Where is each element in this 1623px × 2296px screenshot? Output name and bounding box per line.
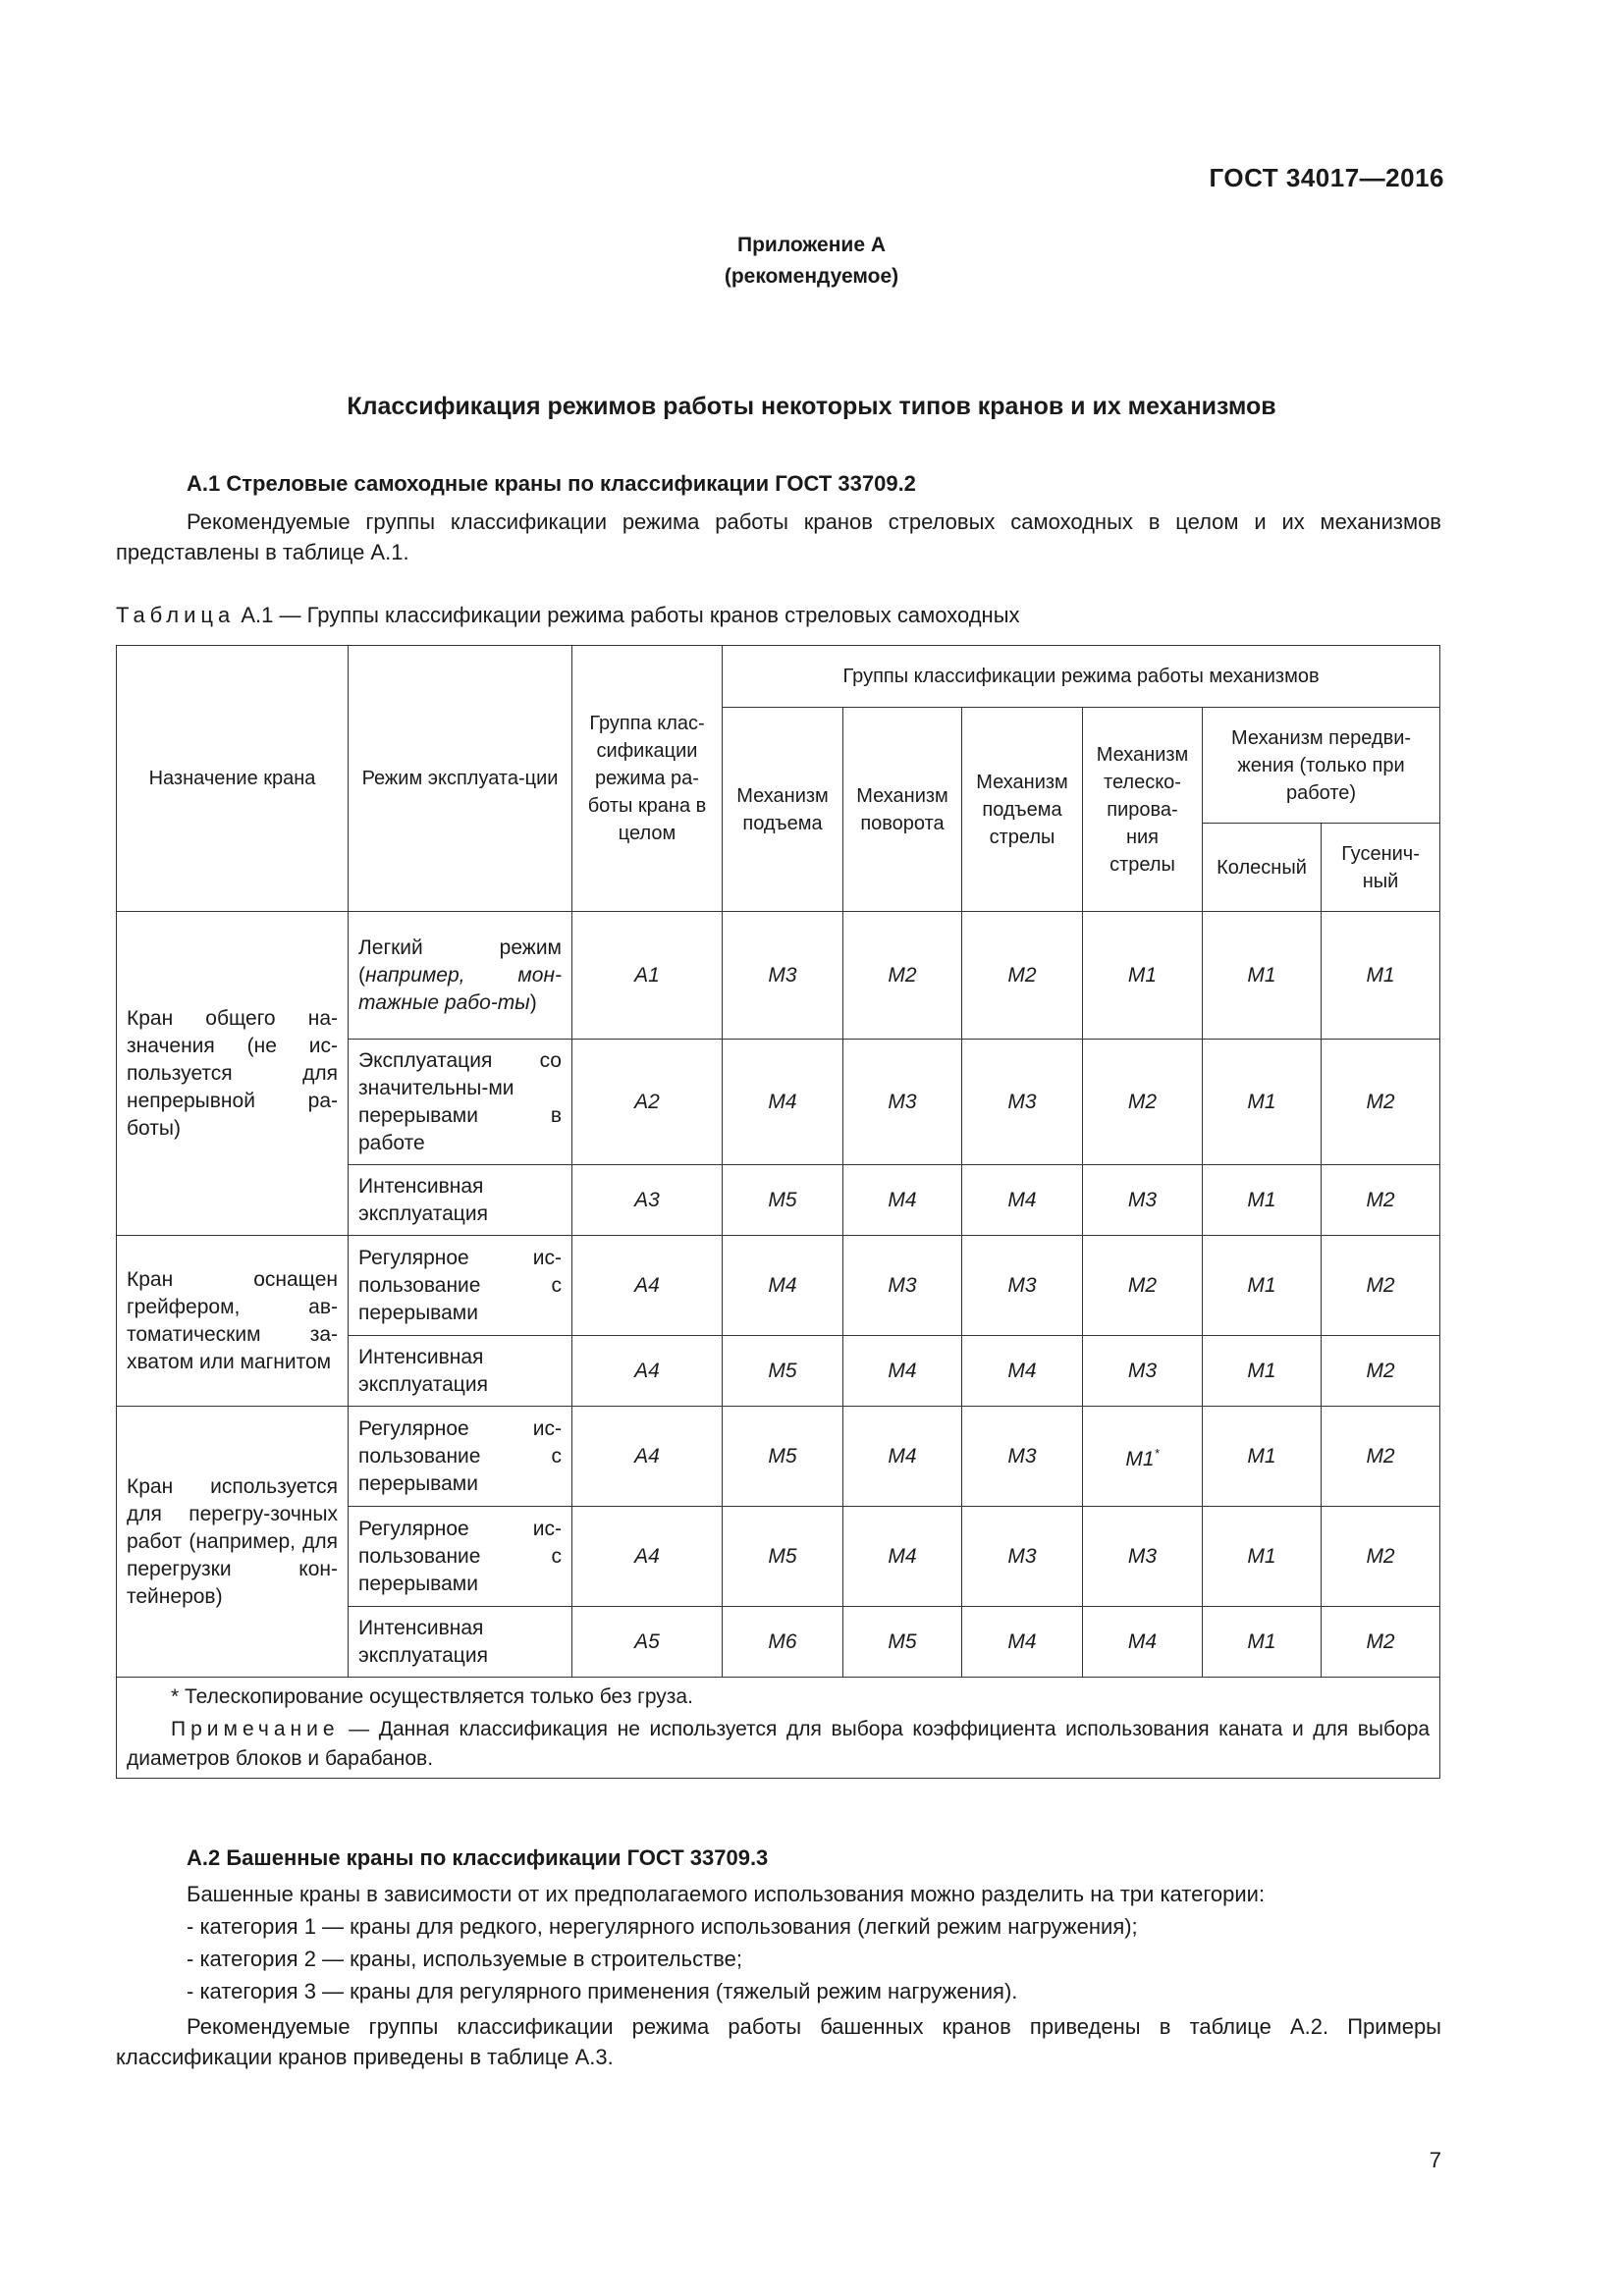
header-crane-group: Группа клас-сификации режима ра-боты крана в целом — [572, 646, 723, 912]
page-number: 7 — [1429, 2148, 1441, 2172]
value-cell: М1 — [1203, 912, 1322, 1040]
value-cell: М1 — [1203, 1040, 1322, 1165]
value-cell: М5 — [723, 1336, 843, 1407]
value-cell: М2 — [1322, 1607, 1440, 1678]
value-cell: М2 — [1322, 1407, 1440, 1507]
table-note-cell — [117, 1678, 1440, 1779]
note-label: Примечание — [171, 1718, 340, 1740]
value-cell: М3 — [723, 912, 843, 1040]
value-cell: М2 — [1322, 1165, 1440, 1236]
value-cell: М6 — [723, 1607, 843, 1678]
value-cell: М4 — [843, 1165, 962, 1236]
crane-purpose-cell: Кран оснащен грейфером, ав-томатическим за-хватом или магнитом — [117, 1236, 349, 1407]
section-a2-heading: А.2 Башенные краны по классификации ГОСТ 33709.3 — [187, 1845, 769, 1870]
value-cell: М1 — [1322, 912, 1440, 1040]
value-cell — [1083, 1407, 1203, 1507]
value-cell: М2 — [1322, 1040, 1440, 1165]
value-cell: М3 — [1083, 1165, 1203, 1236]
telescoping-value: М1 — [1125, 1447, 1155, 1470]
value-cell: М4 — [723, 1236, 843, 1336]
category-item: - категория 2 — краны, используемые в строительстве; — [187, 1947, 742, 1971]
value-cell: М3 — [962, 1236, 1083, 1336]
annex-title: Приложение А — [736, 234, 886, 256]
operation-mode-cell: Интенсивная эксплуатация — [349, 1607, 572, 1678]
value-cell: М3 — [1083, 1507, 1203, 1607]
value-cell: М1 — [1203, 1236, 1322, 1336]
footnote-marker: * — [1154, 1445, 1160, 1461]
value-cell: М4 — [843, 1407, 962, 1507]
value-cell: М4 — [843, 1336, 962, 1407]
crane-purpose-cell: Кран общего на-значения (не ис-пользуется для непрерывной ра-боты) — [117, 912, 349, 1236]
value-cell: М2 — [1322, 1236, 1440, 1336]
operation-mode-cell — [349, 912, 572, 1040]
value-cell: М3 — [843, 1040, 962, 1165]
value-cell: М5 — [723, 1165, 843, 1236]
table-caption-label: Таблица — [116, 603, 236, 627]
table-header-row — [117, 646, 1440, 708]
value-cell: М5 — [723, 1507, 843, 1607]
classification-table — [116, 645, 1440, 1779]
value-cell: А4 — [572, 1507, 723, 1607]
table-caption — [116, 603, 1020, 628]
value-cell: М5 — [723, 1407, 843, 1507]
value-cell: М1 — [1083, 912, 1203, 1040]
operation-mode-cell: Регулярное ис-пользование с перерывами — [349, 1236, 572, 1336]
value-cell: М4 — [962, 1607, 1083, 1678]
note-text: — Данная классификация не используется для выбора коэффициента использования каната и для выбора диаметров блоков и барабанов. — [127, 1718, 1431, 1770]
section-a1-paragraph: Рекомендуемые группы классификации режима работы кранов стреловых самоходных в целом и их механизмов представлены в таблице А.1. — [116, 509, 1441, 564]
header-wheeled: Колесный — [1203, 824, 1322, 912]
value-cell: А4 — [572, 1336, 723, 1407]
value-cell: М3 — [962, 1040, 1083, 1165]
value-cell: А1 — [572, 912, 723, 1040]
section-a2-paragraph: Рекомендуемые группы классификации режима работы башенных кранов приведены в таблице А.2. Примеры классификации кранов приведены в таблице А.3. — [116, 2014, 1441, 2069]
value-cell: А4 — [572, 1236, 723, 1336]
table-footnote: * Телескопирование осуществляется только без груза. — [171, 1685, 693, 1708]
header-boom-lift: Механизм подъема стрелы — [962, 708, 1083, 912]
operation-mode-cell: Интенсивная эксплуатация — [349, 1165, 572, 1236]
operation-mode-cell: Интенсивная эксплуатация — [349, 1336, 572, 1407]
value-cell: М4 — [962, 1165, 1083, 1236]
section-a1-heading: А.1 Стреловые самоходные краны по классификации ГОСТ 33709.2 — [187, 471, 916, 496]
document-code: ГОСТ 34017—2016 — [1209, 163, 1444, 192]
table-row — [117, 912, 1440, 1040]
value-cell: М3 — [962, 1507, 1083, 1607]
value-cell: М4 — [1083, 1607, 1203, 1678]
table-row — [117, 1236, 1440, 1336]
header-telescoping: Механизм телеско-пирова-ния стрелы — [1083, 708, 1203, 912]
table-note — [127, 1715, 1430, 1774]
value-cell: А4 — [572, 1407, 723, 1507]
operation-mode-cell: Регулярное ис-пользование с перерывами — [349, 1507, 572, 1607]
value-cell: М2 — [1322, 1507, 1440, 1607]
value-cell: М4 — [843, 1507, 962, 1607]
header-crawler: Гусенич-ный — [1322, 824, 1440, 912]
category-item: - категория 1 — краны для редкого, нерегулярного использования (легкий режим нагружения); — [187, 1914, 1138, 1939]
header-travel: Механизм передви-жения (только при работе) — [1203, 708, 1440, 824]
value-cell: М3 — [1083, 1336, 1203, 1407]
section-a2-intro: Башенные краны в зависимости от их предполагаемого использования можно разделить на три категории: — [187, 1882, 1266, 1906]
value-cell: М2 — [1083, 1236, 1203, 1336]
value-cell: М1 — [1203, 1165, 1322, 1236]
value-cell: М3 — [962, 1407, 1083, 1507]
header-hoist: Механизм подъема — [723, 708, 843, 912]
value-cell: М2 — [1322, 1336, 1440, 1407]
value-cell: М4 — [962, 1336, 1083, 1407]
mode-example-text: например, мон-тажные рабо-ты — [358, 963, 562, 1014]
header-mechanisms-group: Группы классификации режима работы механизмов — [723, 646, 1440, 708]
table-note-row — [117, 1678, 1440, 1779]
value-cell: А5 — [572, 1607, 723, 1678]
operation-mode-cell: Эксплуатация со значительны-ми перерывами в работе — [349, 1040, 572, 1165]
value-cell: А3 — [572, 1165, 723, 1236]
value-cell: М3 — [843, 1236, 962, 1336]
operation-mode-cell: Регулярное ис-пользование с перерывами — [349, 1407, 572, 1507]
value-cell: М1 — [1203, 1336, 1322, 1407]
header-slewing: Механизм поворота — [843, 708, 962, 912]
value-cell: М1 — [1203, 1407, 1322, 1507]
header-crane-purpose: Назначение крана — [117, 646, 349, 912]
value-cell: М2 — [962, 912, 1083, 1040]
table-caption-text: А.1 — Группы классификации режима работы кранов стреловых самоходных — [235, 603, 1020, 627]
crane-purpose-cell: Кран используется для перегру-зочных работ (например, для перегрузки кон-тейнеров) — [117, 1407, 349, 1678]
table-row — [117, 1407, 1440, 1507]
annex-subtitle: (рекомендуемое) — [724, 265, 899, 288]
value-cell: А2 — [572, 1040, 723, 1165]
category-item: - категория 3 — краны для регулярного применения (тяжелый режим нагружения). — [187, 1979, 1018, 2003]
value-cell: М1 — [1203, 1507, 1322, 1607]
mode-text: Легкий режим ( — [358, 935, 562, 987]
value-cell: М5 — [843, 1607, 962, 1678]
value-cell: М1 — [1203, 1607, 1322, 1678]
value-cell: М2 — [843, 912, 962, 1040]
header-operation-mode: Режим эксплуата-ции — [349, 646, 572, 912]
main-title: Классификация режимов работы некоторых типов кранов и их механизмов — [347, 393, 1276, 420]
mode-text-end: ) — [529, 990, 537, 1014]
value-cell: М2 — [1083, 1040, 1203, 1165]
value-cell: М4 — [723, 1040, 843, 1165]
